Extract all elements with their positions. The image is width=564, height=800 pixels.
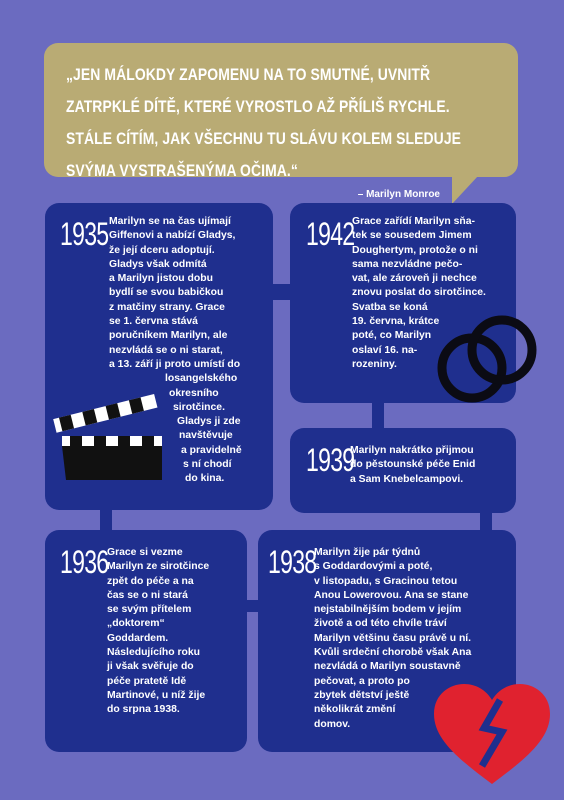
year-label: 1942: [306, 216, 355, 252]
card-text: Grace si vezme Marilyn ze sirotčince zpět do péče a na čas se o ni stará se svým přítelem „doktorem“ Goddardem. Následujícího roku ji však svěřuje do péče pratetě Idě Martinové, u níž žije do srpna 1938.: [107, 547, 210, 716]
connector-1942-1939: [372, 402, 384, 430]
timeline-card-1936: [45, 530, 247, 752]
connector-1935-1942: [272, 284, 292, 300]
year-label: 1939: [306, 442, 355, 478]
film-clapperboard-icon: [48, 384, 178, 484]
card-text: Marilyn žije pár týdnů s Goddardovými a poté, v listopadu, s Gracinou tetou Anou Lowerovou. Ana se stane nejstabilnějším bodem v jejím životě a od této chvíle tráví Marilyn většinu času právě u ní. Kvůli srdeční chorobě však Ana nezvládá o Marilyn soustavně pečovat, a proto po zbytek dětství ještě několikrát změní domov.: [314, 547, 472, 730]
quote-tail: [452, 176, 478, 204]
card-text: Grace zařídí Marilyn sňa- tek se sousedem Jimem Doughertym, protože o ni sama nezvládne pečo- vat, ale zároveň ji nechce znovu poslat do sirotčince. Svatba se koná 19. června, krátce poté, co Marilyn oslaví 16. na- rozeniny.: [352, 216, 486, 370]
broken-heart-icon: [430, 680, 554, 790]
card-text: Marilyn se na čas ujímají Giffenovi a nabízí Gladys, že její dceru adoptují. Gladys však odmítá a Marilyn jistou dobu bydlí se svou babičkou z matčiny strany. Grace se 1. června stává poručníkem Marilyn, ale nezvládá se o ni starat, a 13. září ji proto umístí do losangelského okresního sirotčince. Gladys ji zde navštěvuje a pravidelně s ní chodí do kina.: [109, 216, 242, 485]
connector-1935-1936: [100, 509, 112, 531]
card-text: Marilyn nakrátko přijmou do pěstounské péče Enid a Sam Knebelcampovi.: [350, 445, 476, 485]
quote-box: [44, 43, 518, 180]
year-label: 1935: [60, 216, 109, 252]
quote-text: „JEN MÁLOKDY ZAPOMENU NA TO SMUTNÉ, UVNITŘ ZATRPKLÉ DÍTĚ, KTERÉ VYROSTLO AŽ PŘÍLIŠ RYCHLE. STÁLE CÍTÍM, JAK VŠECHNU TU SLÁVU KOLEM SLEDUJE SVÝMA VYSTRAŠENÝMA OČIMA.“: [66, 65, 462, 180]
year-label: 1936: [60, 544, 109, 580]
wedding-rings-icon: [430, 310, 540, 410]
year-label: 1938: [268, 544, 317, 580]
timeline-card-1939: [290, 428, 516, 513]
quote-author: – Marilyn Monroe: [357, 189, 440, 200]
